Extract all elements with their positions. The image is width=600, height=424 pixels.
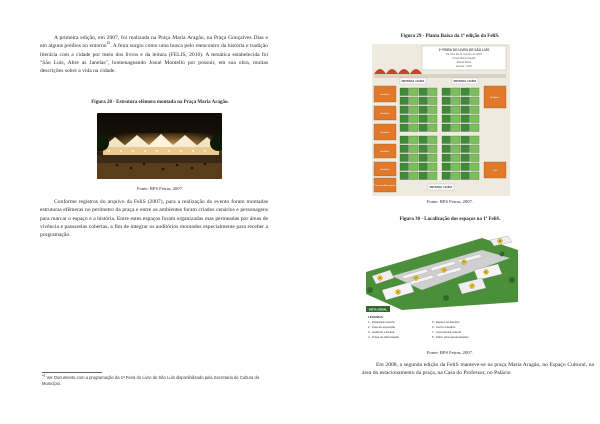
plan-stall: [419, 154, 428, 162]
plan-stall: [419, 145, 428, 153]
plan-stall: [410, 163, 419, 171]
plan-side-label-3: Auditório: [380, 132, 390, 134]
footnote-number: 43: [42, 373, 46, 378]
map-view-label: VISTA GERAL: [368, 307, 388, 312]
plan-stall: [461, 163, 470, 171]
plan-stall: [429, 136, 438, 144]
plan-stall: [471, 88, 480, 96]
plan-stall: [461, 97, 470, 105]
plan-stall: [429, 115, 438, 123]
plan-stall: [400, 97, 409, 105]
footnote-reference[interactable]: 43: [106, 41, 111, 46]
figure-28-title: Figura 28 - Estrutura efêmera montada na Praça Maria Aragão.: [91, 100, 229, 105]
plan-stall: [400, 136, 409, 144]
plan-stall: [442, 97, 451, 105]
plan-stall: [452, 124, 461, 132]
plan-stall: [471, 163, 480, 171]
plan-header-title: 1ª FEIRA DO LIVRO DE SÃO LUÍS: [438, 48, 490, 52]
plan-right-label-1: Auditório: [490, 97, 500, 99]
plan-stall: [410, 88, 419, 96]
plan-right-label-2: Café: [492, 170, 498, 172]
map-legend-item-1: 1 - Passarela coberta: [368, 320, 395, 324]
map-legend-item-2: 2 - Área de exposição: [368, 325, 396, 329]
figure-29-title: Figura 29 - Planta Baixa da 1ª edição da FeliS.: [400, 34, 500, 39]
plan-stall: [442, 172, 451, 180]
plan-stall: [471, 172, 480, 180]
plan-side-label-1: Auditório: [380, 94, 390, 96]
figure-29-source: Fonte: RPS Feiras, 2007.: [426, 199, 474, 204]
map-legend-item-6: 6 - Centro Literário: [432, 325, 456, 329]
plan-stall: [442, 145, 451, 153]
plan-stall: [400, 172, 409, 180]
map-legend-item-5: 5 - Espaço do Escritor: [432, 320, 460, 324]
map-marker-4: 4: [443, 269, 445, 272]
plan-stall: [419, 163, 428, 171]
map-legend-item-3: 3 - Auditório e livraria: [368, 330, 395, 334]
map-legend-item-8: 8 - Palco para apresentações: [432, 335, 469, 339]
figure-30-source: Fonte: RPS Feiras, 2007.: [426, 350, 474, 355]
plan-stall: [419, 136, 428, 144]
plan-stall: [419, 172, 428, 180]
plan-header-dates: De 29 a 30 de outubro de 2007: [446, 53, 482, 56]
plan-side-label-4: Auditório: [380, 151, 390, 153]
paragraph-ephemeral-structures: Conforme registros do arquivo da FeliS (2007), para a realização do evento foram montadas estruturas efêmeras no perímetro da praça e entre os ambientes foram criados cenários e personagens para marcar o espaço e a história. Entre estes espaços foram organizadas mas permeadas por áreas de vivência e passarelas cobertas, a fim de integrar os auditórios montados especialmente para receber a programação.: [40, 199, 268, 239]
plan-stall: [419, 115, 428, 123]
plan-stall: [419, 106, 428, 114]
plan-stall: [410, 145, 419, 153]
plan-stall: [452, 145, 461, 153]
plan-stall: [442, 115, 451, 123]
map-marker-2: 2: [415, 277, 417, 280]
plan-stall: [400, 145, 409, 153]
plan-stall: [410, 106, 419, 114]
plan-stall: [442, 106, 451, 114]
plan-stall: [452, 106, 461, 114]
paragraph-second-edition: Em 2008, a segunda edição da FeliS manteve-se na praça Maria Aragão, no Espaço Cultural, na área do estacionamento da praça, na Casa do Professor, no Palácio: [362, 362, 594, 377]
plan-stall: [429, 97, 438, 105]
plan-stall: [452, 163, 461, 171]
plan-stall: [461, 154, 470, 162]
plan-header-type: Planta Baixa: [456, 61, 472, 64]
plan-stall: [410, 124, 419, 132]
plan-stall: [410, 97, 419, 105]
plan-stall: [452, 88, 461, 96]
plan-stall: [429, 163, 438, 171]
plan-header-location: Praça Maria Aragão: [452, 57, 476, 60]
plan-stall: [452, 115, 461, 123]
plan-stall: [442, 163, 451, 171]
plan-stall: [471, 106, 480, 114]
plan-stall: [400, 163, 409, 171]
plan-stall: [429, 124, 438, 132]
plan-stall: [419, 124, 428, 132]
site-map-figure: [362, 232, 518, 345]
map-legend-item-4: 4 - Praça de alimentação: [368, 335, 400, 339]
plan-stall: [429, 88, 438, 96]
map-marker-8: 8: [499, 240, 501, 243]
figure-30-title: Figura 30 - Localização dos espaços na 1ª FeliS.: [399, 217, 501, 222]
plan-stall: [442, 136, 451, 144]
plan-stall: [471, 97, 480, 105]
plan-side-label-5: Auditório: [380, 169, 390, 171]
plan-stall: [400, 106, 409, 114]
plan-stall: [461, 106, 470, 114]
plan-stall: [452, 172, 461, 180]
plan-stall: [452, 97, 461, 105]
plan-stall: [471, 136, 480, 144]
plan-entrance-right: ENTRADA / SAÍDA: [453, 80, 477, 84]
plan-stall: [461, 172, 470, 180]
figure-28-photo: [97, 113, 222, 179]
plan-stall: [471, 124, 480, 132]
paragraph-first-edition: A primeira edição, em 2007, foi realizada na Praça Maria Aragão, na Praça Gonçalves Dias e em alguns prédios no entorno$^{43}$. A feira surgiu como uma busca pelo reencontro da história e tradição literária com a cidade por meio dos livros e da leitura (FELIS, 2016). A temática estabelecida foi "São Luís, Abre as Janelas", homenageando Josué Montello por possuir, em sua obra, muitas descrições sobre a vida na cidade.: [40, 35, 269, 75]
plan-stall: [471, 145, 480, 153]
map-marker-1: 1: [379, 277, 381, 280]
plan-stall: [410, 172, 419, 180]
plan-stall: [429, 172, 438, 180]
plan-stall: [452, 136, 461, 144]
plan-stall: [442, 154, 451, 162]
plan-stall: [452, 154, 461, 162]
map-marker-5: 5: [463, 261, 465, 264]
plan-stall: [429, 154, 438, 162]
map-marker-6: 6: [485, 271, 487, 274]
plan-stall: [471, 115, 480, 123]
plan-stall: [410, 154, 419, 162]
plan-stall: [419, 97, 428, 105]
map-legend-title: LEGENDA:: [368, 315, 384, 319]
plan-stall: [429, 106, 438, 114]
plan-stall: [400, 154, 409, 162]
plan-side-label-2: Auditório: [380, 113, 390, 115]
plan-stall: [461, 145, 470, 153]
plan-stall: [442, 88, 451, 96]
plan-stall: [461, 124, 470, 132]
plan-header-scale: Escala: 1:500: [456, 65, 472, 68]
plan-entrance-bottom: ENTRADA / SAÍDA: [429, 186, 453, 190]
plan-stall: [419, 88, 428, 96]
figure-28-source: Fonte: RPS Feiras, 2007.: [136, 186, 184, 191]
plan-entrance-left: ENTRADA / SAÍDA: [401, 80, 425, 84]
plan-stall: [410, 136, 419, 144]
footnote: $^{43}$ Ver Documento com a programação da 1ª Feira do Livro de São Luís disponibilizado pela Secretaria de Cultura do Município.: [42, 373, 260, 386]
plan-stall: [400, 124, 409, 132]
plan-stall: [461, 88, 470, 96]
map-marker-7: 7: [471, 285, 473, 288]
footnote-divider: [42, 372, 102, 373]
plan-stall: [429, 145, 438, 153]
plan-stall: [461, 115, 470, 123]
floor-plan-figure: [372, 44, 510, 196]
plan-stall: [471, 154, 480, 162]
plan-stall: [400, 88, 409, 96]
plan-side-label-6: Praça de Alimentação: [374, 185, 396, 187]
plan-stall: [461, 136, 470, 144]
plan-stall: [442, 124, 451, 132]
map-legend-item-7: 7 - Convivência cultural: [432, 330, 462, 334]
plan-stall: [400, 115, 409, 123]
plan-stall: [410, 115, 419, 123]
map-marker-3: 3: [397, 291, 399, 294]
